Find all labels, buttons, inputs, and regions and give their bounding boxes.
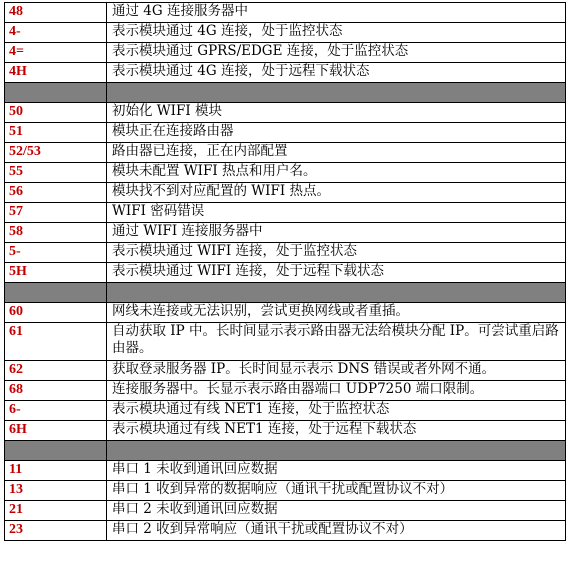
status-description-cell: 获取登录服务器 IP。长时间显示表示 DNS 错误或者外网不通。 xyxy=(107,361,566,381)
table-row xyxy=(5,323,566,361)
table-row xyxy=(5,143,566,163)
status-code-cell: 60 xyxy=(5,303,107,323)
table-row xyxy=(5,203,566,223)
status-description-cell: 网线未连接或无法识别，尝试更换网线或者重插。 xyxy=(107,303,566,323)
status-description-cell: 自动获取 IP 中。长时间显示表示路由器无法给模块分配 IP。可尝试重启路由器。 xyxy=(107,323,566,361)
status-code-cell: 48 xyxy=(5,3,107,23)
status-description-cell: 表示模块通过 4G 连接，处于监控状态 xyxy=(107,23,566,43)
table-row xyxy=(5,421,566,441)
status-description-cell: 通过 4G 连接服务器中 xyxy=(107,3,566,23)
status-code-cell: 61 xyxy=(5,323,107,361)
status-code-cell: 11 xyxy=(5,461,107,481)
table-row xyxy=(5,43,566,63)
status-description-cell: 模块未配置 WIFI 热点和用户名。 xyxy=(107,163,566,183)
table-row xyxy=(5,3,566,23)
status-code-cell: 4- xyxy=(5,23,107,43)
status-code-table-body xyxy=(5,3,566,541)
separator-cell xyxy=(5,283,107,303)
status-description-cell: 表示模块通过 4G 连接，处于远程下载状态 xyxy=(107,63,566,83)
separator-cell xyxy=(5,441,107,461)
status-code-cell: 21 xyxy=(5,501,107,521)
table-row xyxy=(5,361,566,381)
table-row xyxy=(5,163,566,183)
status-description-cell: WIFI 密码错误 xyxy=(107,203,566,223)
status-code-cell: 51 xyxy=(5,123,107,143)
status-description-cell: 通过 WIFI 连接服务器中 xyxy=(107,223,566,243)
table-row xyxy=(5,123,566,143)
table-row xyxy=(5,303,566,323)
status-code-cell: 56 xyxy=(5,183,107,203)
status-description-cell: 串口 1 未收到通讯回应数据 xyxy=(107,461,566,481)
separator-cell xyxy=(107,283,566,303)
table-row xyxy=(5,23,566,43)
status-description-cell: 表示模块通过 WIFI 连接，处于监控状态 xyxy=(107,243,566,263)
table-row xyxy=(5,63,566,83)
section-separator xyxy=(5,83,566,103)
status-code-cell: 5H xyxy=(5,263,107,283)
status-code-cell: 68 xyxy=(5,381,107,401)
status-code-cell: 50 xyxy=(5,103,107,123)
table-row xyxy=(5,401,566,421)
status-description-cell: 连接服务器中。长显示表示路由器端口 UDP7250 端口限制。 xyxy=(107,381,566,401)
status-code-cell: 5- xyxy=(5,243,107,263)
table-row xyxy=(5,103,566,123)
separator-cell xyxy=(5,83,107,103)
status-code-cell: 58 xyxy=(5,223,107,243)
status-code-cell: 4= xyxy=(5,43,107,63)
table-row xyxy=(5,461,566,481)
table-row xyxy=(5,263,566,283)
table-row xyxy=(5,223,566,243)
table-row xyxy=(5,183,566,203)
status-description-cell: 表示模块通过 WIFI 连接，处于远程下载状态 xyxy=(107,263,566,283)
table-row xyxy=(5,501,566,521)
status-description-cell: 初始化 WIFI 模块 xyxy=(107,103,566,123)
section-separator xyxy=(5,441,566,461)
status-description-cell: 串口 2 未收到通讯回应数据 xyxy=(107,501,566,521)
status-description-cell: 表示模块通过 GPRS/EDGE 连接，处于监控状态 xyxy=(107,43,566,63)
status-code-cell: 6H xyxy=(5,421,107,441)
status-description-cell: 串口 2 收到异常响应（通讯干扰或配置协议不对） xyxy=(107,521,566,541)
table-row xyxy=(5,521,566,541)
status-description-cell: 表示模块通过有线 NET1 连接，处于远程下载状态 xyxy=(107,421,566,441)
status-code-cell: 6- xyxy=(5,401,107,421)
status-code-cell: 4H xyxy=(5,63,107,83)
status-description-cell: 表示模块通过有线 NET1 连接，处于监控状态 xyxy=(107,401,566,421)
table-row xyxy=(5,243,566,263)
status-code-cell: 13 xyxy=(5,481,107,501)
separator-cell xyxy=(107,441,566,461)
status-code-cell: 55 xyxy=(5,163,107,183)
status-code-cell: 57 xyxy=(5,203,107,223)
status-description-cell: 模块正在连接路由器 xyxy=(107,123,566,143)
section-separator xyxy=(5,283,566,303)
separator-cell xyxy=(107,83,566,103)
status-code-cell: 52/53 xyxy=(5,143,107,163)
status-code-table xyxy=(4,2,566,541)
table-row xyxy=(5,381,566,401)
status-code-cell: 62 xyxy=(5,361,107,381)
status-code-cell: 23 xyxy=(5,521,107,541)
status-description-cell: 模块找不到对应配置的 WIFI 热点。 xyxy=(107,183,566,203)
status-description-cell: 串口 1 收到异常的数据响应（通讯干扰或配置协议不对） xyxy=(107,481,566,501)
status-description-cell: 路由器已连接，正在内部配置 xyxy=(107,143,566,163)
table-row xyxy=(5,481,566,501)
